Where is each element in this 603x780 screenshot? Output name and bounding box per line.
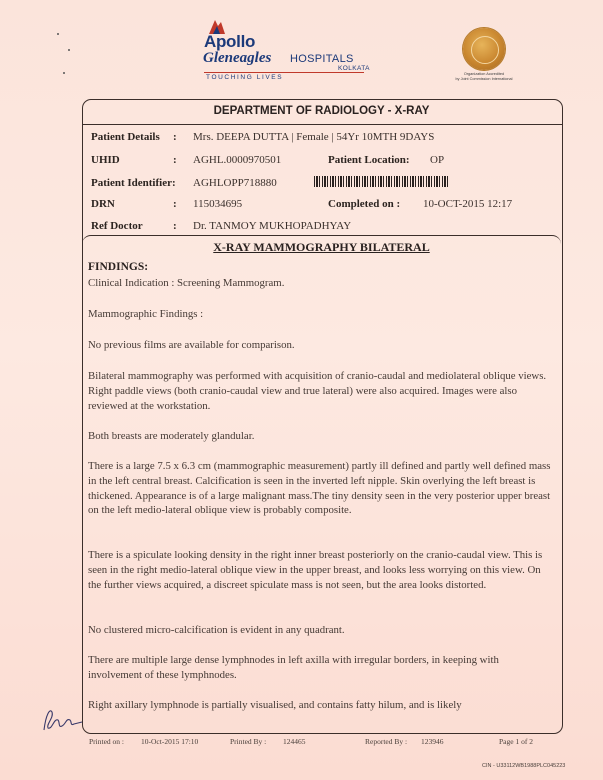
ref-doctor-value: Dr. TANMOY MUKHOPADHYAY: [193, 220, 352, 232]
ref-doctor-label: Ref Doctor: [91, 220, 143, 232]
patient-details-value: Mrs. DEEPA DUTTA | Female | 54Yr 10MTH 9DAYS: [193, 131, 435, 143]
jci-seal-icon: [463, 28, 505, 70]
paragraph: Mammographic Findings :: [88, 308, 204, 320]
signature-icon: [40, 704, 84, 734]
drn-value: 115034695: [193, 198, 243, 210]
brand-city: KOLKATA: [338, 65, 370, 72]
reported-by-label: Reported By :: [365, 737, 408, 746]
printed-by-label: Printed By :: [230, 737, 267, 746]
location-label: Patient Location:: [328, 154, 410, 166]
seal-caption: Organization Accredited by Joint Commission International: [455, 72, 513, 81]
cin-number: CIN - U33112WB1988PLC045223: [482, 763, 566, 769]
printed-by-value: 124465: [283, 737, 306, 746]
barcode: [314, 176, 450, 187]
printed-on-label: Printed on :: [89, 737, 124, 746]
scan-speck: [68, 49, 70, 51]
colon: :: [173, 131, 177, 143]
paragraph: Right axillary lymphnode is partially visualised, and contains fatty hilum, and is likely: [88, 699, 462, 711]
reported-by-value: 123946: [421, 737, 444, 746]
paragraph: Bilateral mammography was performed with acquisition of cranio-caudal and mediolateral oblique views. Right paddle views (both cranio-caudal view and true lateral) were also acquired. Images were also reviewed at the workstation.: [88, 370, 547, 412]
brand-name: Apollo: [204, 32, 256, 51]
paragraph: No clustered micro-calcification is evident in any quadrant.: [88, 624, 345, 636]
drn-label: DRN: [91, 198, 115, 210]
uhid-label: UHID: [91, 154, 120, 166]
colon: :: [173, 220, 177, 232]
department-title: DEPARTMENT OF RADIOLOGY - X-RAY: [213, 105, 430, 117]
uhid-value: AGHL.0000970501: [193, 154, 282, 166]
brand-subname: Gleneagles: [203, 50, 272, 66]
findings-heading: FINDINGS:: [88, 261, 149, 273]
paragraph: No previous films are available for comparison.: [88, 339, 295, 351]
printed-on-value: 10-Oct-2015 17:10: [141, 737, 199, 746]
page-number: Page 1 of 2: [499, 737, 533, 746]
identifier-value: AGHLOPP718880: [193, 177, 277, 189]
scan-speck: [63, 72, 65, 74]
scan-speck: [57, 33, 59, 35]
paragraph: There is a spiculate looking density in the right inner breast posteriorly on the cranio-caudal view. This is seen in the right medio-lateral oblique view in the upper breast, and looks less worrying on this view. On the further views acquired, a discreet spiculate mass is not seen, but the area looks distorted.: [88, 549, 543, 591]
brand-tagline: TOUCHING LIVES: [206, 74, 284, 81]
brand-rule: [204, 72, 364, 73]
identifier-label: Patient Identifier:: [91, 177, 176, 189]
patient-details-label: Patient Details: [91, 131, 160, 143]
paragraph: There are multiple large dense lymphnodes in left axilla with irregular borders, in keeping with involvement of these lymphnodes.: [88, 654, 499, 681]
colon: :: [173, 198, 177, 210]
paragraph: There is a large 7.5 x 6.3 cm (mammographic measurement) partly ill defined and partly well defined mass in the left central breast. Calcification is seen in the inverted left nipple. Skin overlying the left breast is thickened. Appearance is of a large malignant mass.The tiny density seen in the very posterior upper breast on the left medio-lateral oblique view is probably composite.: [88, 460, 551, 517]
colon: :: [173, 154, 177, 166]
completed-value: 10-OCT-2015 12:17: [423, 198, 513, 210]
divider: [82, 124, 563, 125]
location-value: OP: [430, 154, 445, 166]
paragraph: Clinical Indication : Screening Mammogram.: [88, 277, 285, 289]
exam-title: X-RAY MAMMOGRAPHY BILATERAL: [213, 240, 430, 254]
completed-label: Completed on :: [328, 198, 401, 210]
brand-hospitals: HOSPITALS: [290, 53, 354, 65]
paragraph: Both breasts are moderately glandular.: [88, 430, 255, 442]
